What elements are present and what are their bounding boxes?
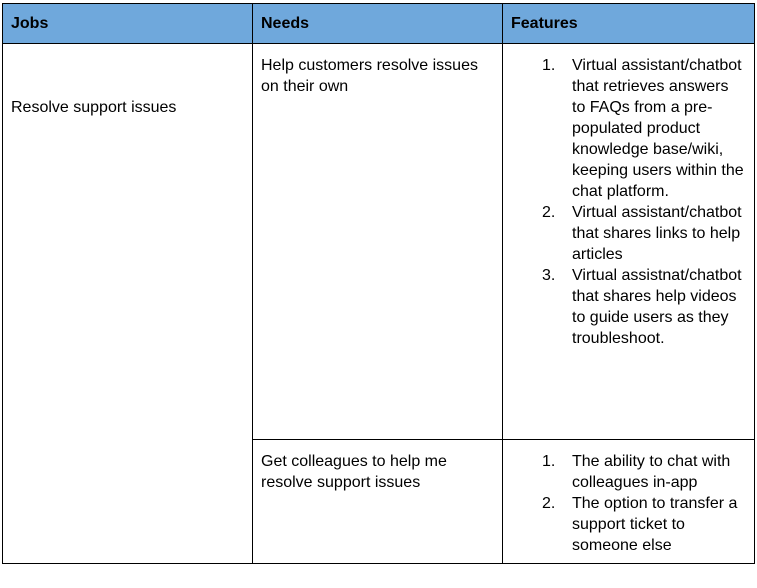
header-jobs: Jobs <box>3 4 253 44</box>
list-item: 1. The ability to chat with colleagues in-app <box>542 453 731 491</box>
jobs-cell <box>3 44 253 564</box>
list-item: 2. Virtual assistant/chatbot that shares links to help articles <box>542 204 742 263</box>
need-cell: Get colleagues to help me resolve support issues <box>253 440 503 564</box>
header-row <box>3 4 755 44</box>
features-cell <box>503 440 755 564</box>
features-cell <box>503 44 755 440</box>
job-label: Resolve support issues <box>11 99 177 116</box>
header-needs: Needs <box>253 4 503 44</box>
list-item: 3. Virtual assistnat/chatbot that shares help videos to guide users as they troubleshoot. <box>542 267 742 347</box>
list-item: 2. The option to transfer a support ticket to someone else <box>542 495 738 554</box>
table-row <box>3 44 755 440</box>
list-item: 1. Virtual assistant/chatbot that retrieves answers to FAQs from a pre-populated product knowledge base/wiki, keeping users within the chat platform. <box>542 57 744 200</box>
header-features: Features <box>503 4 755 44</box>
features-list <box>511 451 746 556</box>
jobs-needs-features-table <box>2 3 755 564</box>
features-list <box>511 55 746 349</box>
need-cell: Help customers resolve issues on their own <box>253 44 503 440</box>
